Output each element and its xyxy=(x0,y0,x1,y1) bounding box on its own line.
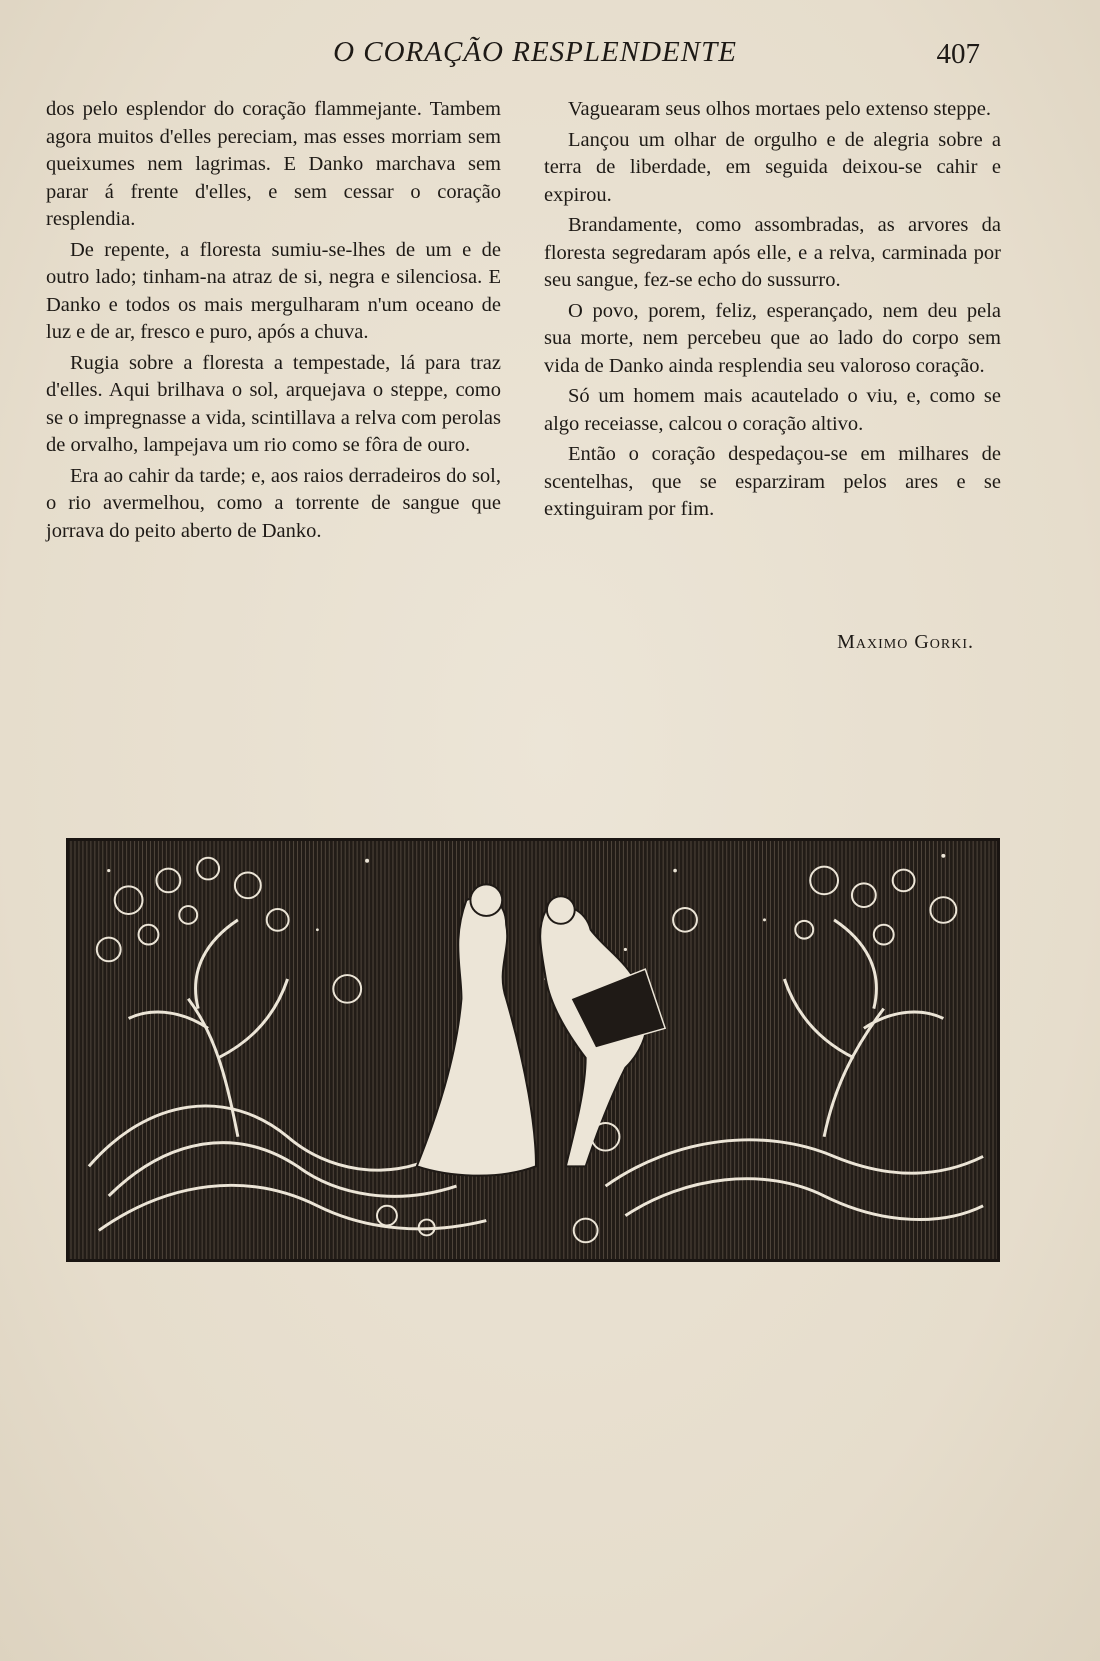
right-column xyxy=(544,96,1001,527)
paragraph: O povo, porem, feliz, esperançado, nem deu pela sua morte, nem percebeu que ao lado do corpo sem vida de Danko ainda resplendia seu valoroso coração. xyxy=(544,299,1001,377)
paragraph: Lançou um olhar de orgulho e de alegria sobre a terra de liberdade, em seguida deixou-se cahir e expirou. xyxy=(544,128,1001,206)
paragraph: Só um homem mais acautelado o viu, e, como se algo receiasse, calcou o coração altivo. xyxy=(544,385,1001,435)
paragraph: Então o coração despedaçou-se em milhares de scentelhas, que se esparziram pelos ares e se extinguiram por fim. xyxy=(544,443,1001,520)
paragraph: De repente, a floresta sumiu-se-lhes de um e de outro lado; tinham-na atraz de si, negra e silenciosa. E Danko e todos os mais mergulharam n'um oceano de luz e de ar, fresco e puro, após a chuva. xyxy=(46,238,501,343)
paragraph: Brandamente, como assombradas, as arvores da floresta segredaram após elle, e a relva, carminada por seu sangue, fez-se echo do sussurro. xyxy=(544,214,1001,291)
running-title: O CORAÇÃO RESPLENDENTE xyxy=(333,36,737,68)
left-column xyxy=(46,96,501,548)
art-nouveau-engraving-icon xyxy=(69,841,997,1259)
paragraph: Era ao cahir da tarde; e, aos raios derradeiros do sol, o rio avermelhou, como a torrente de sangue que jorrava do peito aberto de Danko. xyxy=(46,464,501,542)
paragraph: Vaguearam seus olhos mortaes pelo extenso steppe. xyxy=(568,98,991,120)
paragraph: dos pelo esplendor do coração flammejante. Tambem agora muitos d'elles pereciam, mas esses morriam sem queixumes nem lagrimas. E Danko marchava sem parar á frente d'elles, e sem cessar o coração resplendia. xyxy=(46,98,501,230)
author-signature: Maximo Gorki. xyxy=(837,631,974,653)
illustration-plate xyxy=(66,838,1000,1262)
paragraph: Rugia sobre a floresta a tempestade, lá para traz d'elles. Aqui brilhava o sol, arquejava o steppe, como se o impregnasse a vida, scintillava a relva com perolas de orvalho, lampejava um rio como se fôra de ouro. xyxy=(46,351,501,456)
page-number: 407 xyxy=(936,38,980,70)
